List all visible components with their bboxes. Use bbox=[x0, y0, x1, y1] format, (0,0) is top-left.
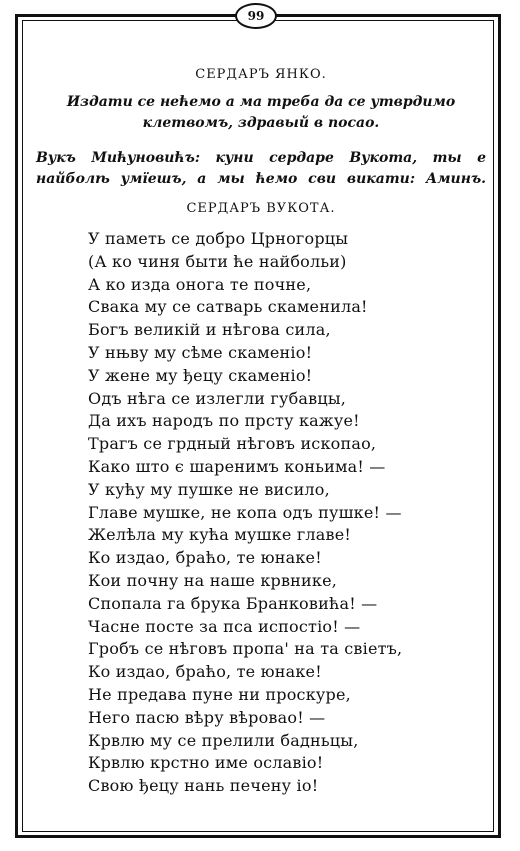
speech-line: Издати се нећемо а ма треба да се утврдимо bbox=[66, 94, 456, 110]
poem-line: А ко изда онога те почне, bbox=[88, 274, 312, 294]
poem-line: У нњву му сѣме скаменіо! bbox=[88, 342, 313, 362]
speech-line: найболѣ умїешъ, а мы ћемо сви викати: Аминъ. bbox=[36, 171, 486, 187]
poem-line: Да ихъ народъ по прсту кажуе! bbox=[88, 411, 360, 431]
poem-line: Кои почну на наше крвнике, bbox=[88, 570, 338, 590]
poem-line: Крвлю му се прелили бадньцы, bbox=[88, 730, 359, 750]
poem-line: Часне посте за пса испостіо! — bbox=[88, 616, 361, 636]
poem-line: (А ко чиня быти ће найбольи) bbox=[88, 251, 347, 271]
speaker-heading-janko: СЕРДАРЪ ЯНКО. bbox=[195, 67, 327, 82]
poem-line: Него пасю вѣру вѣровао! — bbox=[88, 707, 326, 727]
poem-line: Ко издао, браћо, те юнаке! bbox=[88, 662, 322, 682]
poem-line: Одъ нѣга се излегли губавцы, bbox=[88, 388, 347, 408]
poem-line: Трагъ се грдный нѣговъ ископао, bbox=[88, 434, 377, 454]
speech-vuk bbox=[36, 148, 486, 190]
poem-line: Не предава пуне ни проскуре, bbox=[88, 684, 351, 704]
speech-line: клетвомъ, здравый в посао. bbox=[142, 115, 380, 131]
poem-line: Свака му се сатварь скаменила! bbox=[88, 297, 368, 317]
poem-line: Ко издао, браћо, те юнаке! bbox=[88, 548, 322, 568]
poem-line: У кућу му пушке не висило, bbox=[88, 479, 330, 499]
poem-line: У паметь се добро Црногорцы bbox=[88, 229, 349, 248]
poem-line: Гробъ се нѣговъ пропа' на та свіетъ, bbox=[88, 639, 403, 659]
poem-verse bbox=[88, 228, 486, 798]
page-content bbox=[36, 60, 486, 798]
poem-line: Свою ђецу нань печену іо! bbox=[88, 776, 319, 796]
poem-line: У жене му ђецу скаменіо! bbox=[88, 365, 313, 385]
poem-line: Главе мушке, не копа одъ пушке! — bbox=[88, 502, 402, 522]
page-number: 99 bbox=[235, 3, 277, 29]
speaker-heading-vukota: СЕРДАРЪ ВУКОТА. bbox=[186, 201, 336, 216]
poem-line: Спопала га брука Бранковића! — bbox=[88, 593, 378, 613]
speech-janko bbox=[36, 92, 486, 134]
poem-line: Богъ великій и нѣгова сила, bbox=[88, 320, 331, 340]
speech-line: Вукъ Мићуновићъ: куни сердаре Вукота, ты е bbox=[36, 150, 486, 166]
poem-line: Како што є шаренимъ коньима! — bbox=[88, 456, 386, 476]
poem-line: Желѣла му кућа мушке главе! bbox=[88, 525, 352, 545]
poem-line: Крвлю крстно име ославіо! bbox=[88, 753, 324, 773]
